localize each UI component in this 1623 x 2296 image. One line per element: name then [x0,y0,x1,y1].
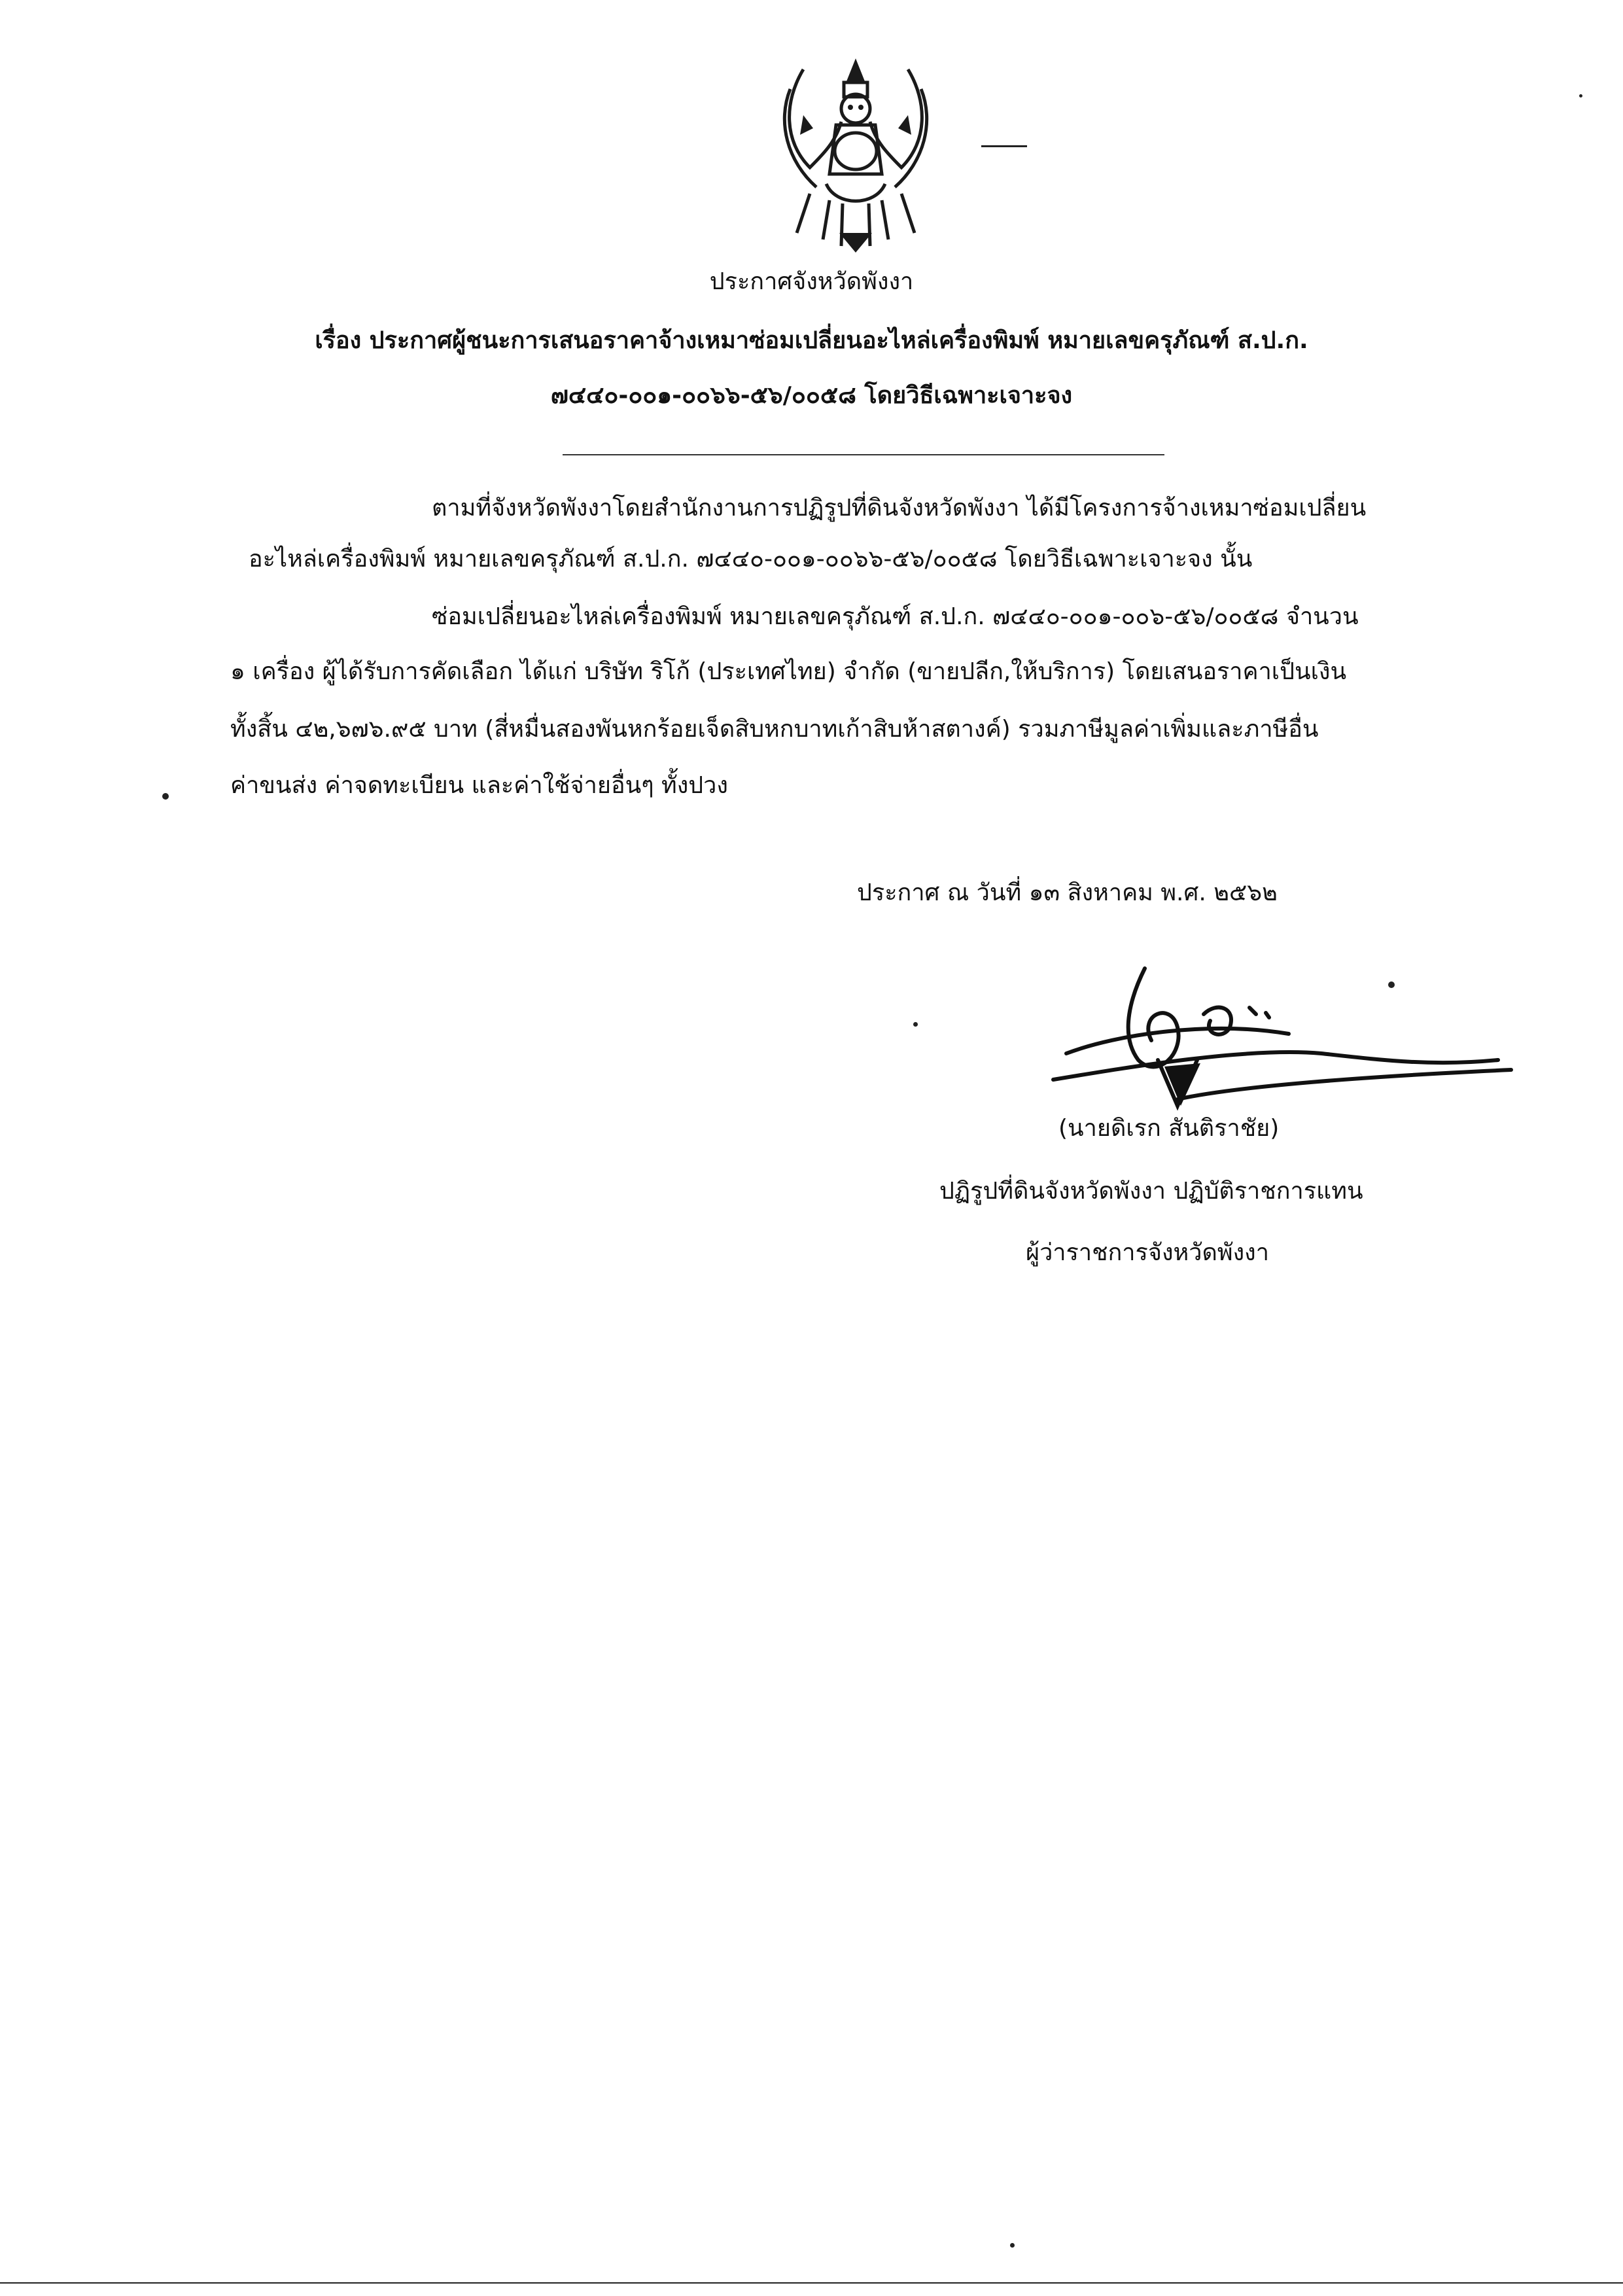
signer-position-line-1: ปฏิรูปที่ดินจังหวัดพังงา ปฏิบัติราชการแทน [939,1178,1363,1205]
page-bottom-edge [0,2282,1623,2284]
scan-artifact [1010,2243,1015,2248]
body-line-4: ๑ เครื่อง ผู้ได้รับการคัดเลือก ได้แก่ บริษัท ริโก้ (ประเทศไทย) จำกัด (ขายปลีก,ให้บริการ) โดยเสนอราคาเป็นเงิน [230,658,1347,685]
body-line-1: ตามที่จังหวัดพังงาโดยสำนักงานการปฏิรูปที่ดินจังหวัดพังงา ได้มีโครงการจ้างเหมาซ่อมเปลี่ยน [432,495,1367,521]
announcement-date: ประกาศ ณ วันที่ ๑๓ สิงหาคม พ.ศ. ๒๕๖๒ [857,879,1278,906]
scan-artifact [162,793,169,800]
body-line-3: ซ่อมเปลี่ยนอะไหล่เครื่องพิมพ์ หมายเลขครุภัณฑ์ ส.ป.ก. ๗๔๔๐-๐๐๑-๐๐๖-๕๖/๐๐๕๘ จำนวน [432,603,1359,630]
signer-name: (นายดิเรก สันติราชัย) [1058,1115,1280,1142]
scan-artifact [1579,94,1582,97]
signer-position-line-2: ผู้ว่าราชการจังหวัดพังงา [1026,1239,1269,1266]
body-line-6: ค่าขนส่ง ค่าจดทะเบียน และค่าใช้จ่ายอื่นๆ ทั้งปวง [230,772,728,799]
scan-artifact [981,145,1027,147]
body-line-5: ทั้งสิ้น ๔๒,๖๗๖.๙๕ บาท (สี่หมื่นสองพันหกร้อยเจ็ดสิบหกบาทเก้าสิบห้าสตางค์) รวมภาษีมูลค่าเพิ่มและภาษีอื่น [230,716,1319,743]
scan-artifact [1388,981,1395,988]
garuda-emblem-icon [764,43,947,259]
scan-artifact [913,1022,918,1027]
signature-graphic [1040,955,1524,1125]
document-title: ประกาศจังหวัดพังงา [709,268,914,295]
body-line-2: อะไหล่เครื่องพิมพ์ หมายเลขครุภัณฑ์ ส.ป.ก. ๗๔๔๐-๐๐๑-๐๐๖๖-๕๖/๐๐๕๘ โดยวิธีเฉพาะเจาะจง นั้น [249,546,1253,573]
subject-line-1: เรื่อง ประกาศผู้ชนะการเสนอราคาจ้างเหมาซ่อมเปลี่ยนอะไหล่เครื่องพิมพ์ หมายเลขครุภัณฑ์ ส.ป.ก. [315,327,1308,354]
subject-line-2: ๗๔๔๐-๐๐๑-๐๐๖๖-๕๖/๐๐๕๘ โดยวิธีเฉพาะเจาะจง [550,382,1073,409]
title-divider [563,454,1164,455]
